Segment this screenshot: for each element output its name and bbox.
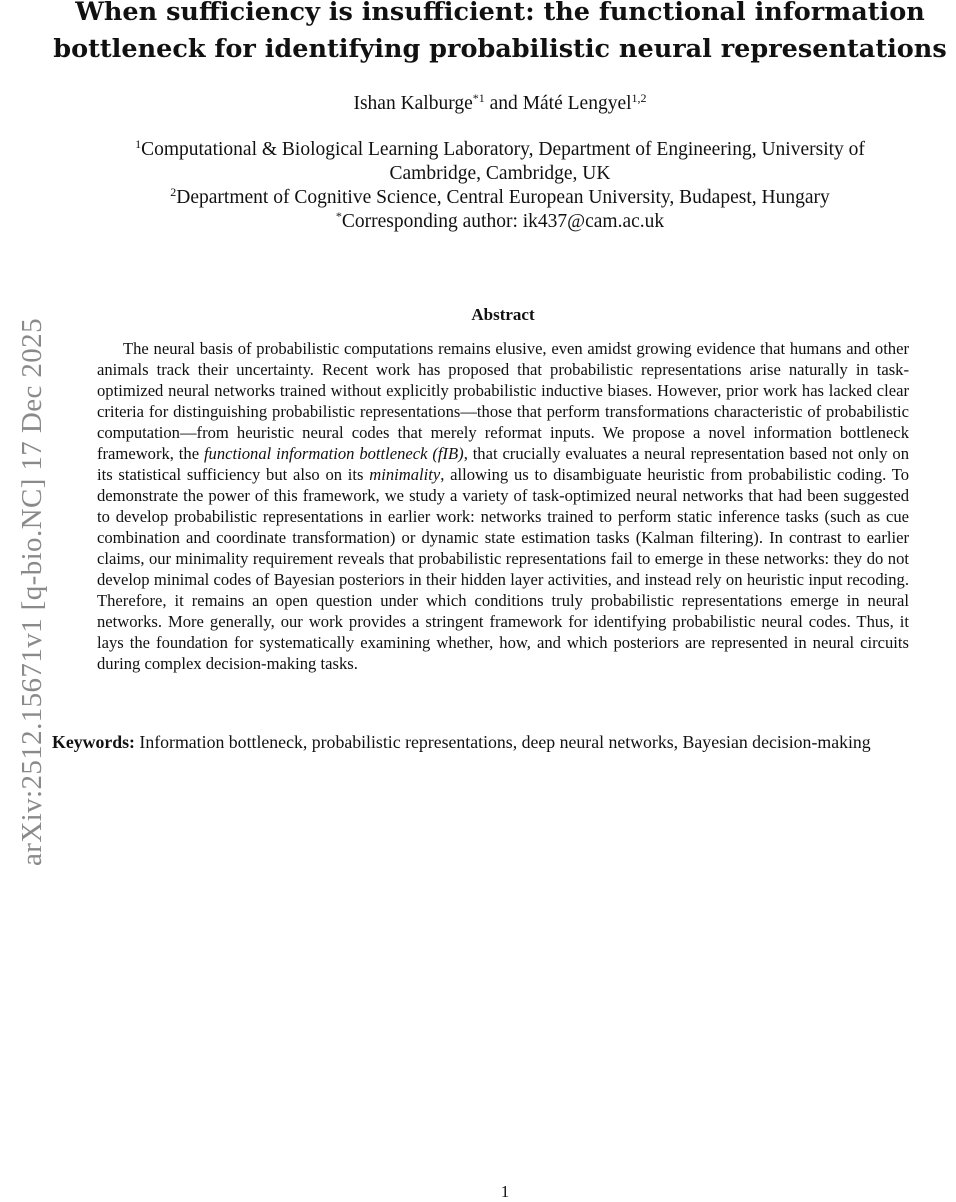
- abstract-text-part-3: , allowing us to disambiguate heuristic from probabilistic coding. To demonstrate the power of this framework, we study a variety of task-optimized neural networks that had been suggested to develop probabilistic representations in earlier work: networks trained to perform static inference tasks (such as cue combination and coordinate transformation) or dynamic state estimation tasks (Kalman filtering). In contrast to earlier claims, our minimality requirement reveals that probabilistic representations fail to emerge in these networks: they do not develop minimal codes of Bayesian posteriors in their hidden layer activities, and instead rely on heuristic input recoding. Therefore, it remains an open question under which conditions truly probabilistic representations emerge in neural networks. More generally, our work provides a stringent framework for identifying probabilistic neural codes. Thus, it lays the foundation for systematically examining whether, how, and which posteriors are represented in neural circuits during complex decision-making tasks.: [97, 465, 910, 673]
- abstract-emphasis-minimality: minimality: [369, 465, 441, 484]
- abstract-emphasis-fib: functional information bottleneck (fIB): [203, 444, 464, 463]
- abstract-text-part-2: , that crucially evaluates a neural representation based not only on its statistical sufficiency but also on its: [97, 444, 909, 484]
- corresponding-author: [40, 210, 956, 234]
- abstract-heading: Abstract: [471, 305, 535, 324]
- title-line-1: When sufficiency is insufficient: the functional information: [75, 0, 925, 27]
- affiliation-1: [40, 138, 956, 186]
- affiliation-1-mark: 1: [135, 137, 142, 151]
- affiliations: [40, 138, 956, 234]
- abstract-text-part-1: The neural basis of probabilistic computations remains elusive, even amidst growing evidence that humans and other animals track their uncertainty. Recent work has proposed that probabilistic representations arise naturally in task-optimized neural networks trained without explicitly probabilistic inductive biases. However, prior work has lacked clear criteria for distinguishing probabilistic representations—those that perform transformations characteristic of probabilistic computation—from heuristic neural codes that merely reformat inputs. We propose a novel information bottleneck framework, the: [97, 339, 909, 463]
- keywords: [52, 731, 956, 753]
- corresponding-author-text: Corresponding author: ik437@cam.ac.uk: [341, 211, 665, 232]
- arxiv-sidebar-stamp: arXiv:2512.15671v1 [q-bio.NC] 17 Dec 2025: [16, 318, 48, 866]
- author-2-marks: 1,2: [631, 91, 647, 105]
- affiliation-2-mark: 2: [170, 185, 177, 199]
- keywords-label: Keywords:: [52, 732, 135, 752]
- author-2-name: Máté Lengyel: [522, 93, 632, 114]
- author-1-name: Ishan Kalburge: [353, 93, 473, 114]
- paper-title: [40, 0, 956, 68]
- page-number: 1: [500, 1182, 510, 1201]
- author-list: [40, 92, 956, 116]
- affiliation-2-text: Department of Cognitive Science, Central European University, Budapest, Hungary: [176, 187, 830, 208]
- keywords-text: Information bottleneck, probabilistic representations, deep neural networks, Bayesian decision-making: [134, 732, 871, 752]
- affiliation-2: [40, 186, 956, 210]
- title-line-2: bottleneck for identifying probabilistic neural representations: [53, 34, 947, 64]
- affiliation-1-line-2: Cambridge, Cambridge, UK: [389, 163, 611, 184]
- corresponding-author-mark: *: [335, 209, 342, 223]
- abstract-body: [97, 338, 909, 674]
- affiliation-1-line-1: Computational & Biological Learning Laboratory, Department of Engineering, University of: [141, 139, 865, 160]
- author-conjunction: and: [484, 93, 523, 114]
- author-1-marks: *1: [472, 91, 485, 105]
